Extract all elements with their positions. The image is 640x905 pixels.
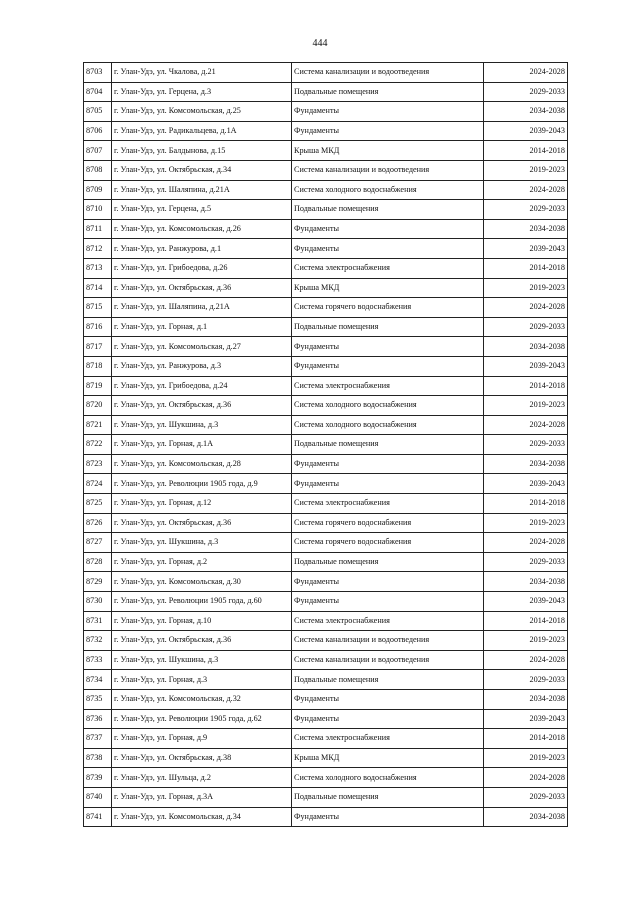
address-cell: г. Улан-Удэ, ул. Революции 1905 года, д.60 [112, 592, 292, 612]
table-row [84, 356, 568, 376]
row-number-cell: 8733 [84, 650, 112, 670]
address-cell: г. Улан-Удэ, ул. Комсомольская, д.32 [112, 690, 292, 710]
period-cell: 2034-2038 [484, 454, 568, 474]
row-number-cell: 8734 [84, 670, 112, 690]
period-cell: 2039-2043 [484, 239, 568, 259]
row-number-cell: 8725 [84, 494, 112, 514]
row-number-cell: 8738 [84, 748, 112, 768]
row-number-cell: 8708 [84, 160, 112, 180]
row-number-cell: 8711 [84, 219, 112, 239]
row-number-cell: 8737 [84, 729, 112, 749]
table-row [84, 317, 568, 337]
work-type-cell: Фундаменты [292, 239, 484, 259]
address-cell: г. Улан-Удэ, ул. Грибоедова, д.24 [112, 376, 292, 396]
period-cell: 2029-2033 [484, 200, 568, 220]
table-row [84, 454, 568, 474]
period-cell: 2019-2023 [484, 513, 568, 533]
table-row [84, 121, 568, 141]
period-cell: 2034-2038 [484, 219, 568, 239]
table-row [84, 141, 568, 161]
table-row [84, 690, 568, 710]
table-row [84, 572, 568, 592]
table-row [84, 239, 568, 259]
address-cell: г. Улан-Удэ, ул. Шукшина, д.3 [112, 415, 292, 435]
address-cell: г. Улан-Удэ, ул. Горная, д.1 [112, 317, 292, 337]
work-type-cell: Система горячего водоснабжения [292, 298, 484, 318]
row-number-cell: 8716 [84, 317, 112, 337]
row-number-cell: 8730 [84, 592, 112, 612]
row-number-cell: 8727 [84, 533, 112, 553]
address-cell: г. Улан-Удэ, ул. Революции 1905 года, д.9 [112, 474, 292, 494]
table-row [84, 396, 568, 416]
address-cell: г. Улан-Удэ, ул. Октябрьская, д.36 [112, 513, 292, 533]
work-type-cell: Система холодного водоснабжения [292, 180, 484, 200]
period-cell: 2039-2043 [484, 592, 568, 612]
work-type-cell: Система электроснабжения [292, 376, 484, 396]
table-row [84, 337, 568, 357]
work-type-cell: Фундаменты [292, 807, 484, 827]
row-number-cell: 8710 [84, 200, 112, 220]
address-cell: г. Улан-Удэ, ул. Шульца, д.2 [112, 768, 292, 788]
period-cell: 2024-2028 [484, 63, 568, 83]
table-row [84, 552, 568, 572]
table-row [84, 729, 568, 749]
address-cell: г. Улан-Удэ, ул. Октябрьская, д.38 [112, 748, 292, 768]
work-type-cell: Система холодного водоснабжения [292, 396, 484, 416]
address-cell: г. Улан-Удэ, ул. Комсомольская, д.25 [112, 102, 292, 122]
row-number-cell: 8703 [84, 63, 112, 83]
period-cell: 2034-2038 [484, 807, 568, 827]
work-type-cell: Система канализации и водоотведения [292, 650, 484, 670]
period-cell: 2014-2018 [484, 376, 568, 396]
period-cell: 2029-2033 [484, 670, 568, 690]
table-row [84, 474, 568, 494]
period-cell: 2034-2038 [484, 337, 568, 357]
address-cell: г. Улан-Удэ, ул. Горная, д.10 [112, 611, 292, 631]
period-cell: 2024-2028 [484, 768, 568, 788]
work-type-cell: Система канализации и водоотведения [292, 631, 484, 651]
row-number-cell: 8721 [84, 415, 112, 435]
work-type-cell: Система холодного водоснабжения [292, 768, 484, 788]
row-number-cell: 8732 [84, 631, 112, 651]
table-row [84, 611, 568, 631]
table-row [84, 807, 568, 827]
table-row [84, 494, 568, 514]
work-type-cell: Фундаменты [292, 454, 484, 474]
table-row [84, 415, 568, 435]
table-row [84, 670, 568, 690]
row-number-cell: 8729 [84, 572, 112, 592]
address-cell: г. Улан-Удэ, ул. Горная, д.9 [112, 729, 292, 749]
row-number-cell: 8722 [84, 435, 112, 455]
work-type-cell: Крыша МКД [292, 748, 484, 768]
table-row [84, 631, 568, 651]
period-cell: 2024-2028 [484, 533, 568, 553]
row-number-cell: 8717 [84, 337, 112, 357]
address-cell: г. Улан-Удэ, ул. Горная, д.1А [112, 435, 292, 455]
table-row [84, 592, 568, 612]
period-cell: 2039-2043 [484, 356, 568, 376]
work-type-cell: Фундаменты [292, 102, 484, 122]
table-row [84, 513, 568, 533]
work-type-cell: Фундаменты [292, 572, 484, 592]
work-type-cell: Система электроснабжения [292, 494, 484, 514]
work-type-cell: Фундаменты [292, 474, 484, 494]
address-cell: г. Улан-Удэ, ул. Горная, д.2 [112, 552, 292, 572]
period-cell: 2014-2018 [484, 258, 568, 278]
address-cell: г. Улан-Удэ, ул. Комсомольская, д.30 [112, 572, 292, 592]
work-type-cell: Фундаменты [292, 219, 484, 239]
table-row [84, 219, 568, 239]
address-cell: г. Улан-Удэ, ул. Комсомольская, д.34 [112, 807, 292, 827]
work-type-cell: Подвальные помещения [292, 82, 484, 102]
period-cell: 2029-2033 [484, 552, 568, 572]
period-cell: 2014-2018 [484, 494, 568, 514]
row-number-cell: 8719 [84, 376, 112, 396]
row-number-cell: 8728 [84, 552, 112, 572]
work-type-cell: Подвальные помещения [292, 787, 484, 807]
table-row [84, 768, 568, 788]
period-cell: 2029-2033 [484, 435, 568, 455]
table-row [84, 709, 568, 729]
work-type-cell: Фундаменты [292, 337, 484, 357]
period-cell: 2019-2023 [484, 748, 568, 768]
work-type-cell: Система холодного водоснабжения [292, 415, 484, 435]
address-cell: г. Улан-Удэ, ул. Радикальцева, д.1А [112, 121, 292, 141]
row-number-cell: 8712 [84, 239, 112, 259]
address-cell: г. Улан-Удэ, ул. Чкалова, д.21 [112, 63, 292, 83]
work-type-cell: Фундаменты [292, 592, 484, 612]
period-cell: 2024-2028 [484, 415, 568, 435]
work-type-cell: Система электроснабжения [292, 611, 484, 631]
period-cell: 2019-2023 [484, 278, 568, 298]
row-number-cell: 8736 [84, 709, 112, 729]
work-type-cell: Подвальные помещения [292, 670, 484, 690]
table-row [84, 376, 568, 396]
work-type-cell: Крыша МКД [292, 278, 484, 298]
address-cell: г. Улан-Удэ, ул. Октябрьская, д.36 [112, 631, 292, 651]
row-number-cell: 8705 [84, 102, 112, 122]
work-type-cell: Подвальные помещения [292, 552, 484, 572]
table-row [84, 533, 568, 553]
table-row [84, 435, 568, 455]
row-number-cell: 8741 [84, 807, 112, 827]
table-row [84, 63, 568, 83]
table-row [84, 82, 568, 102]
table-row [84, 748, 568, 768]
period-cell: 2034-2038 [484, 572, 568, 592]
period-cell: 2034-2038 [484, 690, 568, 710]
work-type-cell: Система горячего водоснабжения [292, 533, 484, 553]
row-number-cell: 8718 [84, 356, 112, 376]
work-type-cell: Система канализации и водоотведения [292, 63, 484, 83]
work-type-cell: Система электроснабжения [292, 729, 484, 749]
period-cell: 2019-2023 [484, 160, 568, 180]
address-cell: г. Улан-Удэ, ул. Октябрьская, д.36 [112, 278, 292, 298]
period-cell: 2024-2028 [484, 298, 568, 318]
row-number-cell: 8726 [84, 513, 112, 533]
row-number-cell: 8715 [84, 298, 112, 318]
work-type-cell: Фундаменты [292, 121, 484, 141]
address-cell: г. Улан-Удэ, ул. Герцена, д.5 [112, 200, 292, 220]
address-cell: г. Улан-Удэ, ул. Ранжурова, д.1 [112, 239, 292, 259]
address-cell: г. Улан-Удэ, ул. Революции 1905 года, д.62 [112, 709, 292, 729]
table-row [84, 180, 568, 200]
row-number-cell: 8707 [84, 141, 112, 161]
period-cell: 2029-2033 [484, 787, 568, 807]
table-row [84, 102, 568, 122]
period-cell: 2024-2028 [484, 650, 568, 670]
work-type-cell: Крыша МКД [292, 141, 484, 161]
row-number-cell: 8704 [84, 82, 112, 102]
table-body [84, 63, 568, 827]
row-number-cell: 8720 [84, 396, 112, 416]
period-cell: 2019-2023 [484, 396, 568, 416]
period-cell: 2029-2033 [484, 82, 568, 102]
address-cell: г. Улан-Удэ, ул. Комсомольская, д.27 [112, 337, 292, 357]
address-cell: г. Улан-Удэ, ул. Ранжурова, д.3 [112, 356, 292, 376]
address-cell: г. Улан-Удэ, ул. Шукшина, д.3 [112, 533, 292, 553]
period-cell: 2039-2043 [484, 121, 568, 141]
table-row [84, 787, 568, 807]
address-cell: г. Улан-Удэ, ул. Октябрьская, д.34 [112, 160, 292, 180]
period-cell: 2024-2028 [484, 180, 568, 200]
table-row [84, 278, 568, 298]
row-number-cell: 8724 [84, 474, 112, 494]
table-row [84, 258, 568, 278]
row-number-cell: 8735 [84, 690, 112, 710]
row-number-cell: 8723 [84, 454, 112, 474]
address-cell: г. Улан-Удэ, ул. Герцена, д.3 [112, 82, 292, 102]
address-cell: г. Улан-Удэ, ул. Горная, д.12 [112, 494, 292, 514]
period-cell: 2014-2018 [484, 611, 568, 631]
address-cell: г. Улан-Удэ, ул. Октябрьская, д.36 [112, 396, 292, 416]
row-number-cell: 8713 [84, 258, 112, 278]
row-number-cell: 8731 [84, 611, 112, 631]
page-number: 444 [312, 38, 328, 49]
work-type-cell: Фундаменты [292, 709, 484, 729]
work-type-cell: Подвальные помещения [292, 435, 484, 455]
address-cell: г. Улан-Удэ, ул. Комсомольская, д.28 [112, 454, 292, 474]
row-number-cell: 8739 [84, 768, 112, 788]
address-cell: г. Улан-Удэ, ул. Шаляпина, д.21А [112, 180, 292, 200]
address-cell: г. Улан-Удэ, ул. Грибоедова, д.26 [112, 258, 292, 278]
period-cell: 2039-2043 [484, 474, 568, 494]
address-cell: г. Улан-Удэ, ул. Комсомольская, д.26 [112, 219, 292, 239]
period-cell: 2014-2018 [484, 729, 568, 749]
work-type-cell: Система электроснабжения [292, 258, 484, 278]
work-type-cell: Система канализации и водоотведения [292, 160, 484, 180]
table-row [84, 298, 568, 318]
address-cell: г. Улан-Удэ, ул. Горная, д.3 [112, 670, 292, 690]
period-cell: 2019-2023 [484, 631, 568, 651]
work-type-cell: Фундаменты [292, 690, 484, 710]
row-number-cell: 8740 [84, 787, 112, 807]
work-type-cell: Подвальные помещения [292, 317, 484, 337]
period-cell: 2039-2043 [484, 709, 568, 729]
period-cell: 2014-2018 [484, 141, 568, 161]
work-type-cell: Система горячего водоснабжения [292, 513, 484, 533]
address-cell: г. Улан-Удэ, ул. Горная, д.3А [112, 787, 292, 807]
address-cell: г. Улан-Удэ, ул. Шукшина, д.3 [112, 650, 292, 670]
address-cell: г. Улан-Удэ, ул. Балдынова, д.15 [112, 141, 292, 161]
table-row [84, 650, 568, 670]
work-type-cell: Подвальные помещения [292, 200, 484, 220]
address-cell: г. Улан-Удэ, ул. Шаляпина, д.21А [112, 298, 292, 318]
row-number-cell: 8706 [84, 121, 112, 141]
table-row [84, 160, 568, 180]
period-cell: 2029-2033 [484, 317, 568, 337]
row-number-cell: 8714 [84, 278, 112, 298]
period-cell: 2034-2038 [484, 102, 568, 122]
repair-schedule-table [83, 62, 568, 827]
row-number-cell: 8709 [84, 180, 112, 200]
table-row [84, 200, 568, 220]
work-type-cell: Фундаменты [292, 356, 484, 376]
